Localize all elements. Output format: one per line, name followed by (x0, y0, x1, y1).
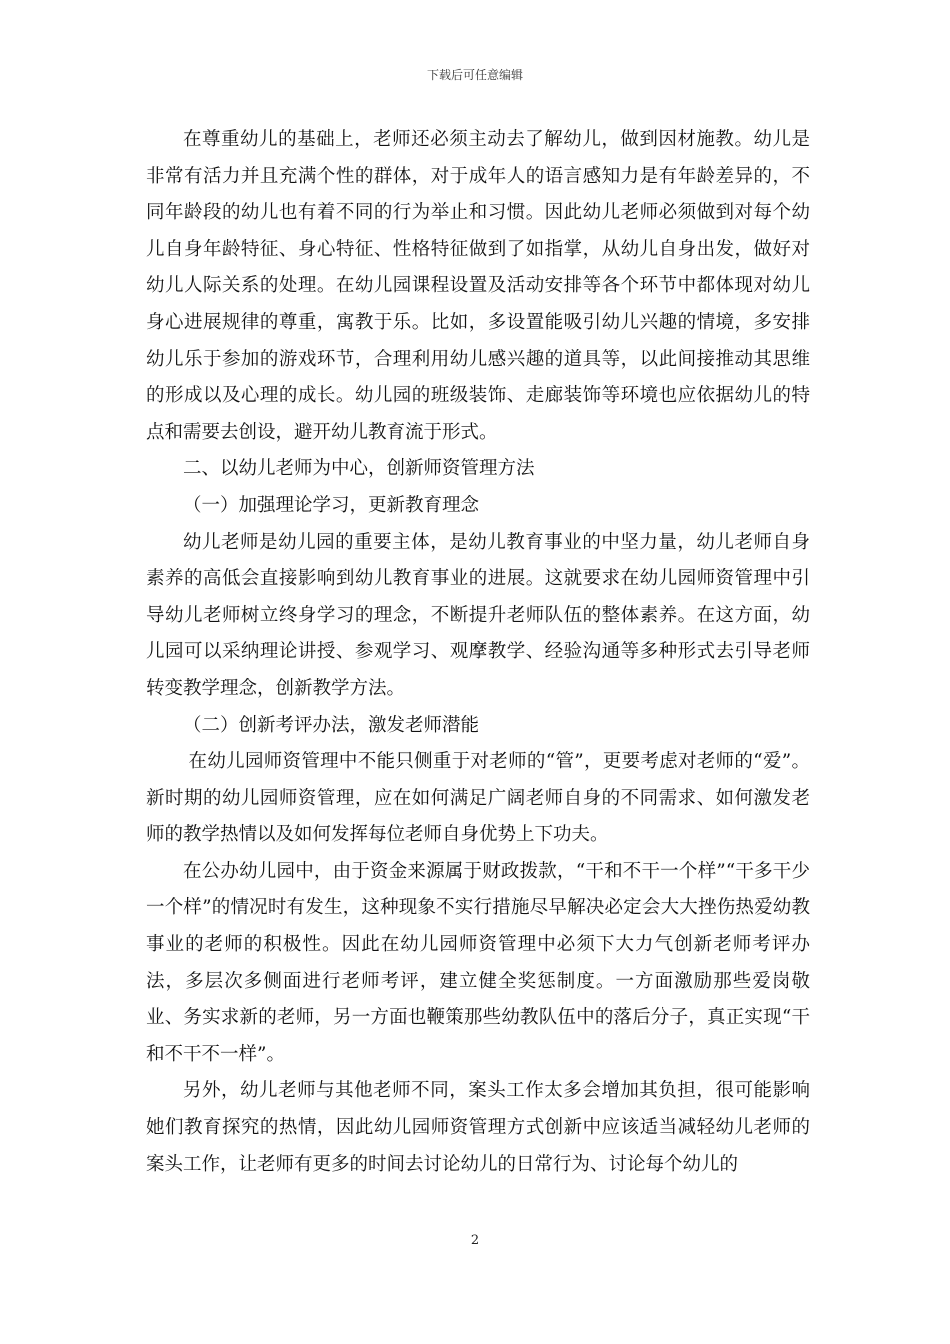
subsection-heading-1: （一）加强理论学习，更新教育理念 (183, 494, 480, 516)
paragraph-evaluation-method: 在公办幼儿园中，由于资金来源属于财政拨款，“干和不干一个样”“干多干少一个样”的情况时有发生，这种现象不实行措施尽早解决必定会大大挫伤热爱幼教事业的老师的积极性。因此在幼儿园师资管理中必须下大力气创新老师考评办法，多层次多侧面进行老师考评，建立健全奖惩制度。一方面激励那些爱岗敬业、务实求新的老师，另一方面也鞭策那些幼教队伍中的落后分子，真正实现“干和不干不一样”。 (146, 860, 810, 1065)
page-header-note: 下载后可任意编辑 (426, 68, 523, 82)
section-heading-2: 二、以幼儿老师为中心，创新师资管理方法 (183, 458, 535, 480)
paragraph-reduce-paperwork: 另外，幼儿老师与其他老师不同，案头工作太多会增加其负担，很可能影响她们教育探究的热情，因此幼儿园师资管理方式创新中应该适当减轻幼儿老师的案头工作，让老师有更多的时间去讨论幼儿的日常行为、讨论每个幼儿的 (146, 1080, 810, 1175)
subsection-heading-2: （二）创新考评办法，激发老师潜能 (183, 714, 480, 736)
paragraph-teacher-learning: 幼儿老师是幼儿园的重要主体，是幼儿教育事业的中坚力量，幼儿老师自身素养的高低会直接影响到幼儿教育事业的进展。这就要求在幼儿园师资管理中引导幼儿老师树立终身学习的理念，不断提升老师队伍的整体素养。在这方面，幼儿园可以采纳理论讲授、参观学习、观摩教学、经验沟通等多种形式去引导老师转变教学理念，创新教学方法。 (146, 531, 810, 699)
paragraph-respect-children: 在尊重幼儿的基础上，老师还必须主动去了解幼儿，做到因材施教。幼儿是非常有活力并且充满个性的群体，对于成年人的语言感知力是有年龄差异的，不同年龄段的幼儿也有着不同的行为举止和习惯。因此幼儿老师必须做到对每个幼儿自身年龄特征、身心特征、性格特征做到了如指掌，从幼儿自身出发，做好对幼儿人际关系的处理。在幼儿园课程设置及活动安排等各个环节中都体现对幼儿身心进展规律的尊重，寓教于乐。比如，多设置能吸引幼儿兴趣的情境，多安排幼儿乐于参加的游戏环节，合理利用幼儿感兴趣的道具等，以此间接推动其思维的形成以及心理的成长。幼儿园的班级装饰、走廊装饰等环境也应依据幼儿的特点和需要去创设，避开幼儿教育流于形式。 (146, 129, 810, 443)
paragraph-manage-and-love: 在幼儿园师资管理中不能只侧重于对老师的“管”，更要考虑对老师的“爱”。新时期的幼儿园师资管理，应在如何满足广阔老师自身的不同需求、如何激发老师的教学热情以及如何发挥每位老师自身优势上下功夫。 (146, 751, 810, 846)
page-number: 2 (470, 1233, 480, 1248)
document-body (146, 122, 810, 1183)
